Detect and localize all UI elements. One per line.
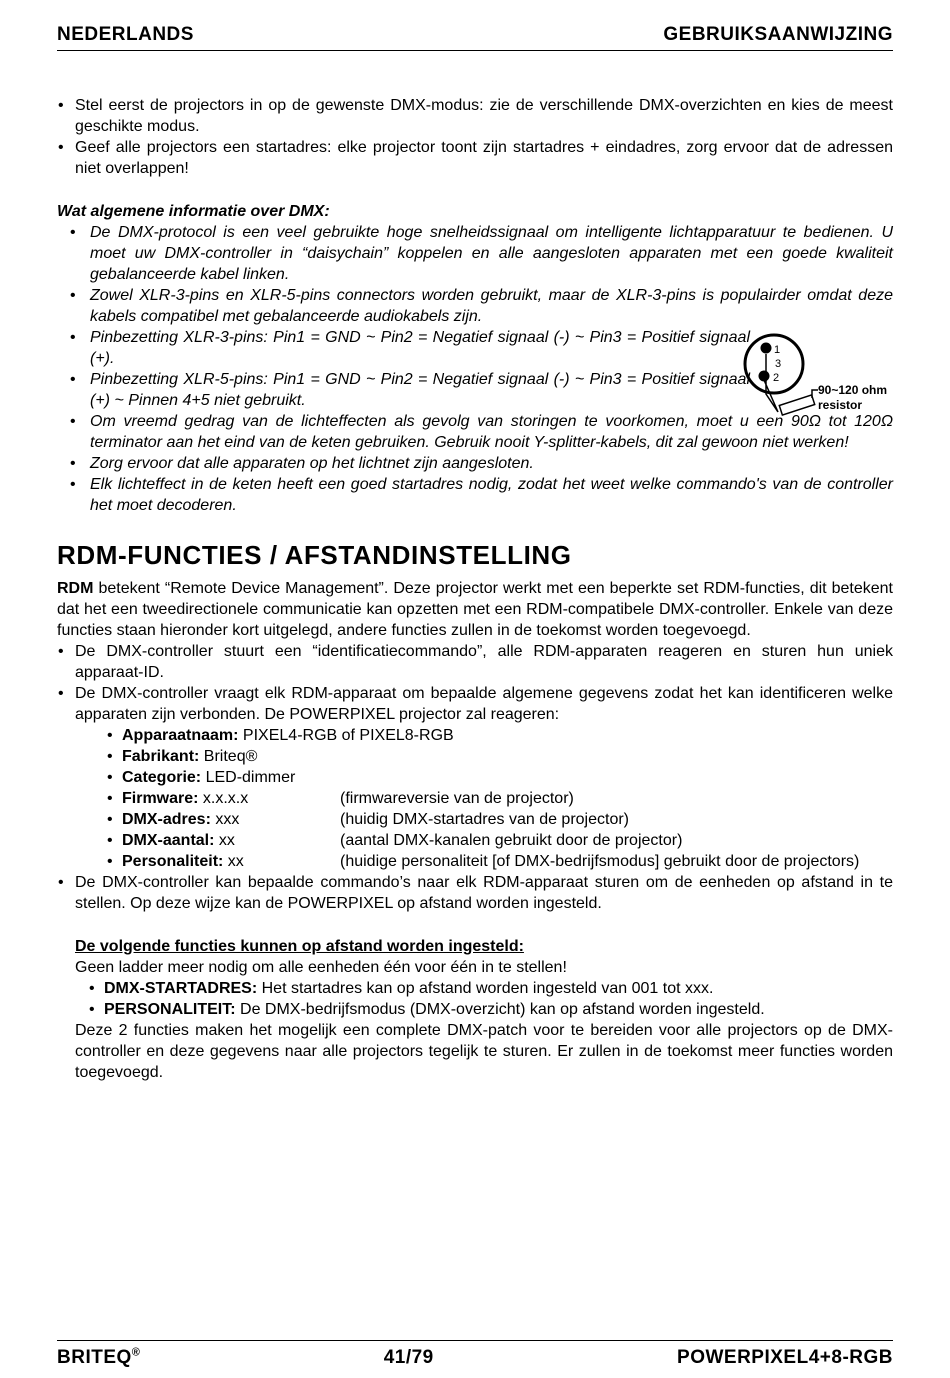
- pin-label: 3: [775, 358, 782, 370]
- list-item: • De DMX-controller kan bepaalde commando’s naar elk RDM-apparaat sturen om de eenheden op afstand in te stellen. Op deze wijze kan de POWERPIXEL op afstand worden ingesteld.: [57, 872, 893, 914]
- intro-list: [57, 95, 893, 179]
- field-value: xx: [214, 832, 235, 849]
- remote-value: Het startadres kan op afstand worden ingesteld van 001 tot xxx.: [257, 980, 714, 997]
- rdm-heading: RDM-FUNCTIES / AFSTANDINSTELLING: [57, 540, 572, 570]
- list-item: [87, 978, 893, 999]
- dmx-info-heading: Wat algemene informatie over DMX:: [57, 203, 330, 220]
- page-content: [57, 95, 893, 1083]
- list-item: • Zowel XLR-3-pins en XLR-5-pins connectors worden gebruikt, maar de XLR-3-pins is populairder omdat deze kabels compatibel met gebalanceerde audiokabels zijn.: [57, 285, 893, 327]
- field-label: Fabrikant:: [122, 748, 200, 765]
- field-value: xxx: [210, 811, 240, 828]
- rdm-field: [105, 788, 893, 809]
- rdm-field: [105, 809, 893, 830]
- resistor-label: resistor: [818, 398, 863, 412]
- field-note: (huidig DMX-startadres van de projector): [340, 811, 630, 828]
- header-language: NEDERLANDS: [57, 24, 194, 45]
- page-number: 41/79: [383, 1347, 434, 1368]
- list-item: • Stel eerst de projectors in op de gewenste DMX-modus: zie de verschillende DMX-overzichten en kies de meest geschikte modus.: [57, 95, 893, 137]
- pin-label: 1: [774, 344, 781, 356]
- rdm-intro-text: betekent “Remote Device Management”. Deze projector werkt met een beperkte set RDM-functies, dit betekent dat het een tweedirectionele communicatie kan opzetten met een RDM-compatibele DMX-controller. Enkele van deze functies staan hieronder kort uitgelegd, andere functies zullen in de toekomst worden toegevoegd.: [57, 580, 893, 639]
- list-item: [57, 683, 893, 872]
- rdm-fields: [105, 725, 893, 872]
- resistor-label: 90~120 ohm: [818, 383, 888, 397]
- remote-value: De DMX-bedrijfsmodus (DMX-overzicht) kan op afstand worden ingesteld.: [235, 1001, 765, 1018]
- rdm-field: [105, 767, 893, 788]
- rdm-query-text: De DMX-controller vraagt elk RDM-apparaat om bepaalde algemene gegevens zodat het kan identificeren welke apparaten zijn verbonden. De POWERPIXEL projector zal reageren:: [75, 685, 893, 723]
- field-note: (huidige personaliteit [of DMX-bedrijfsmodus] gebruikt door de projectors): [340, 853, 860, 870]
- list-item: • Om vreemd gedrag van de lichteffecten als gevolg van storingen te voorkomen, moet u een 90Ω tot 120Ω terminator aan het eind van de keten gebruiken. Gebruik nooit Y-splitter-kabels, dit zal gewoon niet werken!: [57, 411, 893, 453]
- remote-label: PERSONALITEIT:: [104, 1001, 236, 1018]
- remote-label: DMX-STARTADRES:: [104, 980, 258, 997]
- page-footer: [57, 1340, 893, 1370]
- field-note: (aantal DMX-kanalen gebruikt door de projector): [340, 832, 683, 849]
- list-item: • Geef alle projectors een startadres: elke projector toont zijn startadres + eindadres, zorg ervoor dat de adressen niet overlappen!: [57, 137, 893, 179]
- remote-intro: Geen ladder meer nodig om alle eenheden één voor één in te stellen!: [75, 959, 567, 976]
- field-label: DMX-adres:: [122, 811, 211, 828]
- field-value: Briteq®: [199, 748, 258, 765]
- pinout-5-text: • Pinbezetting XLR-5-pins: Pin1 = GND ~ Pin2 = Negatief signaal (-) ~ Pin3 = Positief signaal (+) ~ Pinnen 4+5 niet gebruikt.: [90, 371, 750, 409]
- list-item: • De DMX-controller stuurt een “identificatiecommando”, alle RDM-apparaten reageren en sturen hun uniek apparaat-ID.: [57, 641, 893, 683]
- remote-section: [57, 936, 893, 1083]
- pin-label: 2: [773, 372, 780, 384]
- field-label: Personaliteit:: [122, 853, 224, 870]
- field-value: xx: [223, 853, 244, 870]
- rdm-list: [57, 641, 893, 914]
- page-header: [57, 22, 893, 51]
- rdm-intro: [57, 578, 893, 641]
- field-note: (firmwareversie van de projector): [340, 790, 574, 807]
- pinout-3-text: • Pinbezetting XLR-3-pins: Pin1 = GND ~ Pin2 = Negatief signaal (-) ~ Pin3 = Positief signaal (+).: [90, 329, 750, 367]
- field-value: LED-dimmer: [201, 769, 296, 786]
- rdm-abbrev: RDM: [57, 580, 94, 597]
- rdm-field: [105, 725, 893, 746]
- remote-heading: De volgende functies kunnen op afstand worden ingesteld:: [75, 938, 524, 955]
- remote-list: [87, 978, 893, 1020]
- rdm-field: [105, 746, 893, 767]
- field-label: Apparaatnaam:: [122, 727, 239, 744]
- field-value: PIXEL4-RGB of PIXEL8-RGB: [238, 727, 454, 744]
- rdm-field: [105, 830, 893, 851]
- field-value: x.x.x.x: [198, 790, 249, 807]
- registered-mark: ®: [131, 1346, 141, 1359]
- field-label: DMX-aantal:: [122, 832, 215, 849]
- closing-text: Deze 2 functies maken het mogelijk een complete DMX-patch voor te bereiden voor alle projectors op de DMX-controller en deze gegevens naar alle projectors tegelijk te sturen. Er zullen in de toekomst meer functies worden toegevoegd.: [75, 1022, 893, 1081]
- header-title: GEBRUIKSAANWIJZING: [663, 24, 893, 45]
- list-item: • De DMX-protocol is een veel gebruikte hoge snelheidssignaal om intelligente lichtapparatuur te bedienen. U moet uw DMX-controller in “daisychain” koppelen en alle aangesloten apparaten met een goede kwaliteit gebalanceerde kabel linken.: [57, 222, 893, 285]
- list-item: • Zorg ervoor dat alle apparaten op het lichtnet zijn aangesloten.: [57, 453, 893, 474]
- field-label: Firmware:: [122, 790, 199, 807]
- footer-model: POWERPIXEL4+8-RGB: [677, 1347, 893, 1368]
- xlr-terminator-diagram: [742, 330, 902, 420]
- list-item: • Elk lichteffect in de keten heeft een goed startadres nodig, zodat het weet welke commando's van de controller het moet decoderen.: [57, 474, 893, 516]
- brand-name: BRITEQ: [57, 1347, 132, 1368]
- footer-brand: [57, 1347, 140, 1370]
- rdm-field: [105, 851, 893, 872]
- list-item: [87, 999, 893, 1020]
- field-label: Categorie:: [122, 769, 202, 786]
